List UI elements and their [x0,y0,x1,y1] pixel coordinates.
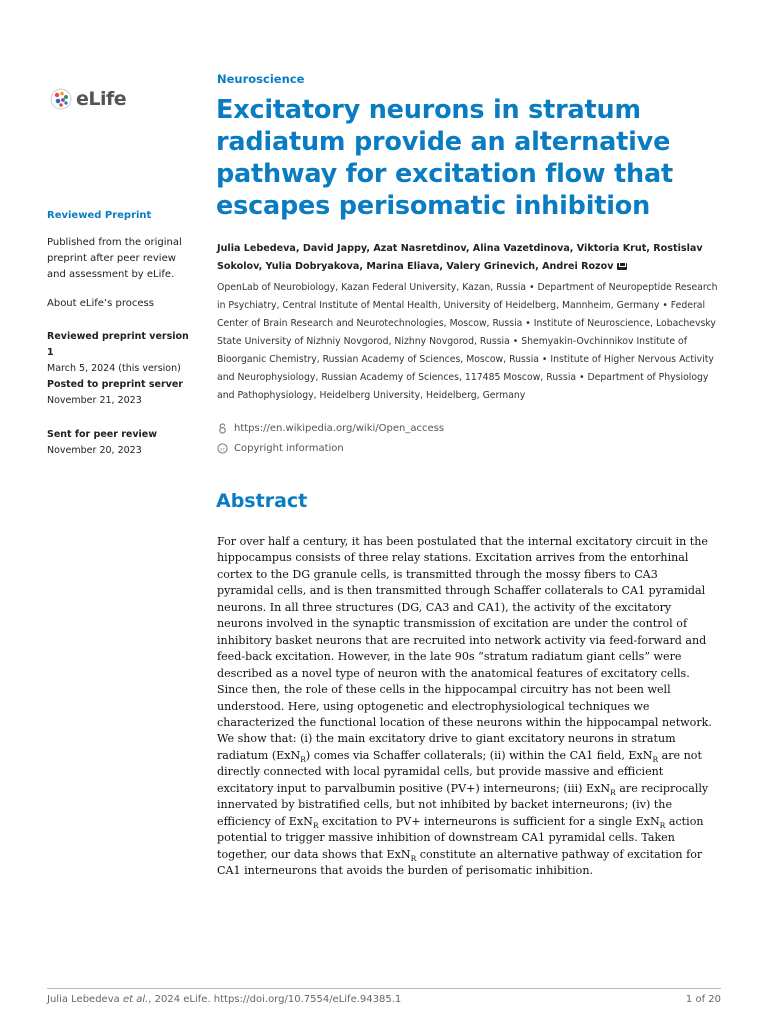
sidebar-published-note: Published from the original preprint after peer review and assessment by eLife. [47,237,182,280]
sent-label: Sent for peer review [47,429,158,440]
abstract-subscript: R [410,853,417,863]
abstract-subscript: R [300,755,306,765]
sidebar-posted [47,377,197,409]
affiliations: OpenLab of Neurobiology, Kazan Federal University, Kazan, Russia • Department of Neuropeptide Research in Psychiatry, Central Institute of Mental Health, University of Heidelberg, Mannheim, Germany • Federal Center of Brain Research and Neurotechnologies, Moscow, Russia • Institute of Neuroscience, Lobachevsky State University of Nizhniy Novgorod, Nizhny Novgorod, Russia • Shemyakin-Ovchinnikov Institute of Bioorganic Chemistry, Russian Academy of Sciences, Moscow, Russia • Institute of Higher Nervous Activity and Neurophysiology, Russian Academy of Sciences, 117485 Moscow, Russia • Department of Physiology and Pathophysiology, Heidelberg University, Heidelberg, Germany [217,282,718,401]
article-title: Excitatory neurons in stratum radiatum provide an alternative pathway for excitation flow that escapes perisomatic inhibition [216,95,673,221]
elife-logo-text: eLife [76,88,127,110]
abstract-subscript: R [652,755,659,765]
reviewed-preprint-label: Reviewed Preprint [47,210,152,221]
footer-citation-text: , 2024 eLife. https://doi.org/10.7554/eLife.94385.1 [148,994,402,1005]
sidebar-reviewed-preprint [47,208,197,224]
footer-etal: et al. [122,994,149,1005]
abstract-body [217,534,717,880]
footer-citation [47,994,401,1005]
creative-commons-icon [217,443,228,454]
open-access-icon [217,423,228,434]
author-list [217,240,717,276]
version-label: Reviewed preprint version 1 [47,331,189,358]
abstract-text: ) comes via Schaffer collaterals; (ii) within the CA1 field, ExN [305,748,653,762]
elife-logo[interactable] [50,88,126,110]
sidebar-sent [47,427,197,459]
abstract-heading: Abstract [216,490,308,512]
open-access-link[interactable]: https://en.wikipedia.org/wiki/Open_access [234,423,445,434]
posted-date: November 21, 2023 [47,395,142,406]
footer-divider [47,988,721,989]
abstract-subscript: R [312,820,319,830]
copyright-link[interactable]: Copyright information [234,443,344,454]
abstract-text: excitation to PV+ interneurons is sufficient for a single ExN [318,814,660,828]
sidebar-version [47,329,197,377]
about-process-link[interactable]: About eLife’s process [47,298,154,309]
abstract-text: For over half a century, it has been postulated that the internal excitatory circuit in the hippocampus consists of three relay stations. Excitation arrives from the entorhinal cortex to the DG granule cells, is transmitted through the mossy fibers to CA3 pyramidal cells, and is then transmitted through Schaffer collaterals to CA1 pyramidal neurons. In all three structures (DG, CA3 and CA1), the activity of the excitatory neurons involved in the synaptic transmission of excitation are under the control of inhibitory basket neurons that are recruited into network activity via feed-forward and feed-back excitation. However, in the late 90s “stratum radiatum giant cells” were described as a novel type of neuron with the anatomical features of excitatory cells. Since then, the role of these cells in the hippocampal circuitry has not been well understood. Here, using optogenetic and electrophysiological techniques we characterized the functional location of these neurons within the hippocampal network. We show that: (i) the main excitatory drive to giant excitatory neurons in stratum radiatum (ExN [217,535,712,762]
page-number: 1 of 20 [685,994,721,1005]
version-date: March 5, 2024 (this version) [47,363,181,374]
sent-date: November 20, 2023 [47,445,142,456]
abstract-text: are not directly connected with local pyramidal cells, but provide massive and efficient excitatory input to parvalbumin positive (PV+) interneurons; (iii) ExN [217,748,702,795]
article-category[interactable]: Neuroscience [217,72,305,86]
abstract-subscript: R [610,788,616,798]
abstract-text: action potential to trigger massive inhibition of downstream CA1 pyramidal cells. Taken together, our data shows that ExN [217,814,704,861]
abstract-text: are reciprocally innervated by bistratified cells, but not inhibited by backet interneurons; (iv) the efficiency of ExN [217,781,709,828]
abstract-subscript: R [659,820,666,830]
svg-text:cc: cc [220,446,225,452]
abstract-text: constitute an alternative pathway of excitation for CA1 interneurons that avoids the burden of perisomatic inhibition. [217,847,703,878]
copyright-row[interactable] [217,443,344,454]
footer-author: Julia Lebedeva [47,994,120,1005]
posted-label: Posted to preprint server [47,379,183,390]
authors-text: Julia Lebedeva, David Jappy, Azat Nasretdinov, Alina Vazetdinova, Viktoria Krut, Rostislav Sokolov, Yulia Dobryakova, Marina Eliava, Valery Grinevich, Andrei Rozov [217,243,703,272]
mail-icon[interactable] [617,263,627,270]
elife-logo-icon [50,88,72,110]
open-access-row[interactable] [217,423,444,434]
